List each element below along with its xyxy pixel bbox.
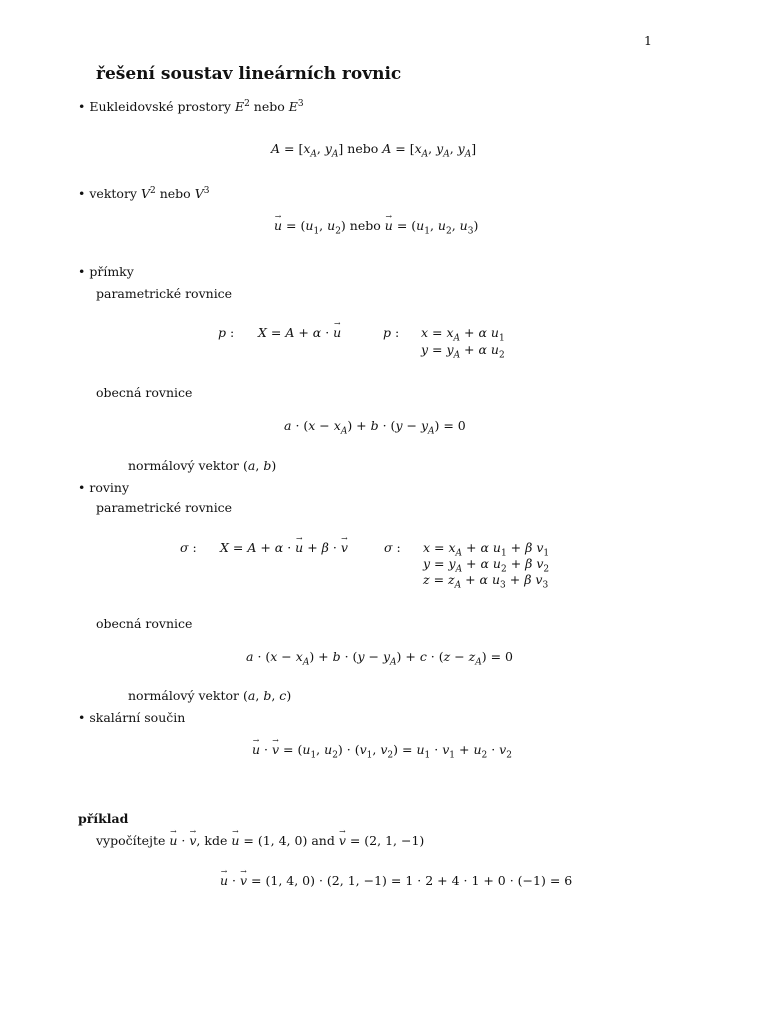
plane-sigma-label-2: σ : bbox=[384, 540, 401, 555]
bullet-glyph: • bbox=[78, 186, 86, 201]
planes-normal-vector: (a, b, c) bbox=[243, 688, 292, 703]
planes-general-label: obecná rovnice bbox=[96, 616, 193, 631]
lines-general-label: obecná rovnice bbox=[96, 385, 193, 400]
point-equation bbox=[271, 141, 477, 160]
page-number: 1 bbox=[644, 33, 652, 48]
point-2d: $A = [x_A$, $y_A$] bbox=[271, 141, 344, 160]
dot-label: skalární součin bbox=[89, 710, 186, 725]
page-title: řešení soustav lineárních rovnic bbox=[96, 64, 402, 84]
line-param-y: $y = y_A + \alpha$ $u_2$ bbox=[421, 342, 505, 361]
line-p-label-2: p : bbox=[383, 325, 400, 340]
vector-2d: u → = ($u_1$, $u_2$) bbox=[274, 218, 346, 233]
line-p-label: p : bbox=[218, 325, 235, 340]
plane-param-x: $x = x_A + \alpha$ $u_1 + \beta$ $v_1$ bbox=[423, 540, 550, 559]
vector-3d: u → = ($u_1$, $u_2$, $u_3$) bbox=[385, 218, 479, 233]
point-conj: nebo bbox=[347, 141, 379, 156]
euclid-e3: $E^3$ bbox=[288, 98, 304, 114]
planes-label: roviny bbox=[89, 480, 130, 495]
bullet-glyph: • bbox=[78, 480, 86, 495]
line-general-eq: $a \cdot (x - x_A) + b \cdot (y - y_A) = 0$ bbox=[284, 418, 466, 437]
bullet-glyph: • bbox=[78, 710, 86, 725]
example-prompt-and: and bbox=[311, 833, 335, 848]
line-param-x: $x = x_A + \alpha$ $u_1$ bbox=[421, 325, 505, 344]
example-heading: příklad bbox=[78, 811, 129, 826]
planes-normal-label: normálový vektor bbox=[128, 688, 240, 703]
plane-param-y: $y = y_A + \alpha$ $u_2 + \beta$ $v_2$ bbox=[423, 556, 550, 575]
vectors-v2: $V^2$ bbox=[140, 185, 156, 201]
bullet-planes bbox=[78, 480, 129, 495]
example-prompt bbox=[96, 833, 424, 848]
example-prompt-u: u → = (1, 4, 0) bbox=[231, 833, 307, 848]
vectors-conj: nebo bbox=[159, 186, 191, 201]
example-solution: u → · v → = (1, 4, 0) · (2, 1, −1) = 1 · 2 + 4 · 1 + 0 · (−1) = 6 bbox=[220, 873, 572, 888]
bullet-euclid bbox=[78, 99, 304, 114]
bullet-vectors bbox=[78, 186, 209, 201]
lines-normal bbox=[128, 458, 276, 473]
planes-param-label: parametrické rovnice bbox=[96, 500, 233, 515]
bullet-glyph: • bbox=[78, 99, 86, 114]
bullet-dot bbox=[78, 710, 185, 725]
bullet-lines bbox=[78, 264, 134, 279]
planes-normal bbox=[128, 688, 291, 703]
lines-normal-vector: (a, b) bbox=[243, 458, 277, 473]
euclid-e2: $E^2$ bbox=[234, 98, 250, 114]
vector-equation bbox=[274, 218, 479, 237]
example-prompt-kde: , kde bbox=[196, 833, 228, 848]
lines-normal-label: normálový vektor bbox=[128, 458, 240, 473]
euclid-label: Eukleidovské prostory bbox=[89, 99, 231, 114]
plane-vector-eq: X = A + α · u → + β · v → bbox=[220, 540, 348, 555]
plane-sigma-label: σ : bbox=[180, 540, 197, 555]
point-3d: $A = [x_A$, $y_A$, $y_A$] bbox=[382, 141, 477, 160]
plane-general-eq: $a \cdot (x - x_A) + b \cdot (y - y_A) + c \cdot (z - z_A) = 0$ bbox=[246, 649, 513, 668]
vector-conj: nebo bbox=[349, 218, 381, 233]
vectors-v3: $V^3$ bbox=[194, 185, 210, 201]
lines-param-label: parametrické rovnice bbox=[96, 286, 233, 301]
plane-param-z: $z = z_A + \alpha$ $u_3 + \beta$ $v_3$ bbox=[423, 572, 549, 591]
example-prompt-prefix: vypočítejte bbox=[96, 833, 166, 848]
euclid-conj: nebo bbox=[253, 99, 285, 114]
bullet-glyph: • bbox=[78, 264, 86, 279]
example-prompt-v: v → = (2, 1, −1) bbox=[339, 833, 424, 848]
vectors-label: vektory bbox=[89, 186, 137, 201]
dot-product-eq: u → · v → = ($u_1$, $u_2) \cdot (v_1$, $v_2) = u_1 \cdot v_1 + u_2 \cdot v_2$ bbox=[252, 742, 512, 757]
lines-label: přímky bbox=[89, 264, 134, 279]
line-vector-eq: X = A + α · u → bbox=[258, 325, 341, 340]
example-prompt-uv: u → · v → bbox=[169, 833, 196, 848]
